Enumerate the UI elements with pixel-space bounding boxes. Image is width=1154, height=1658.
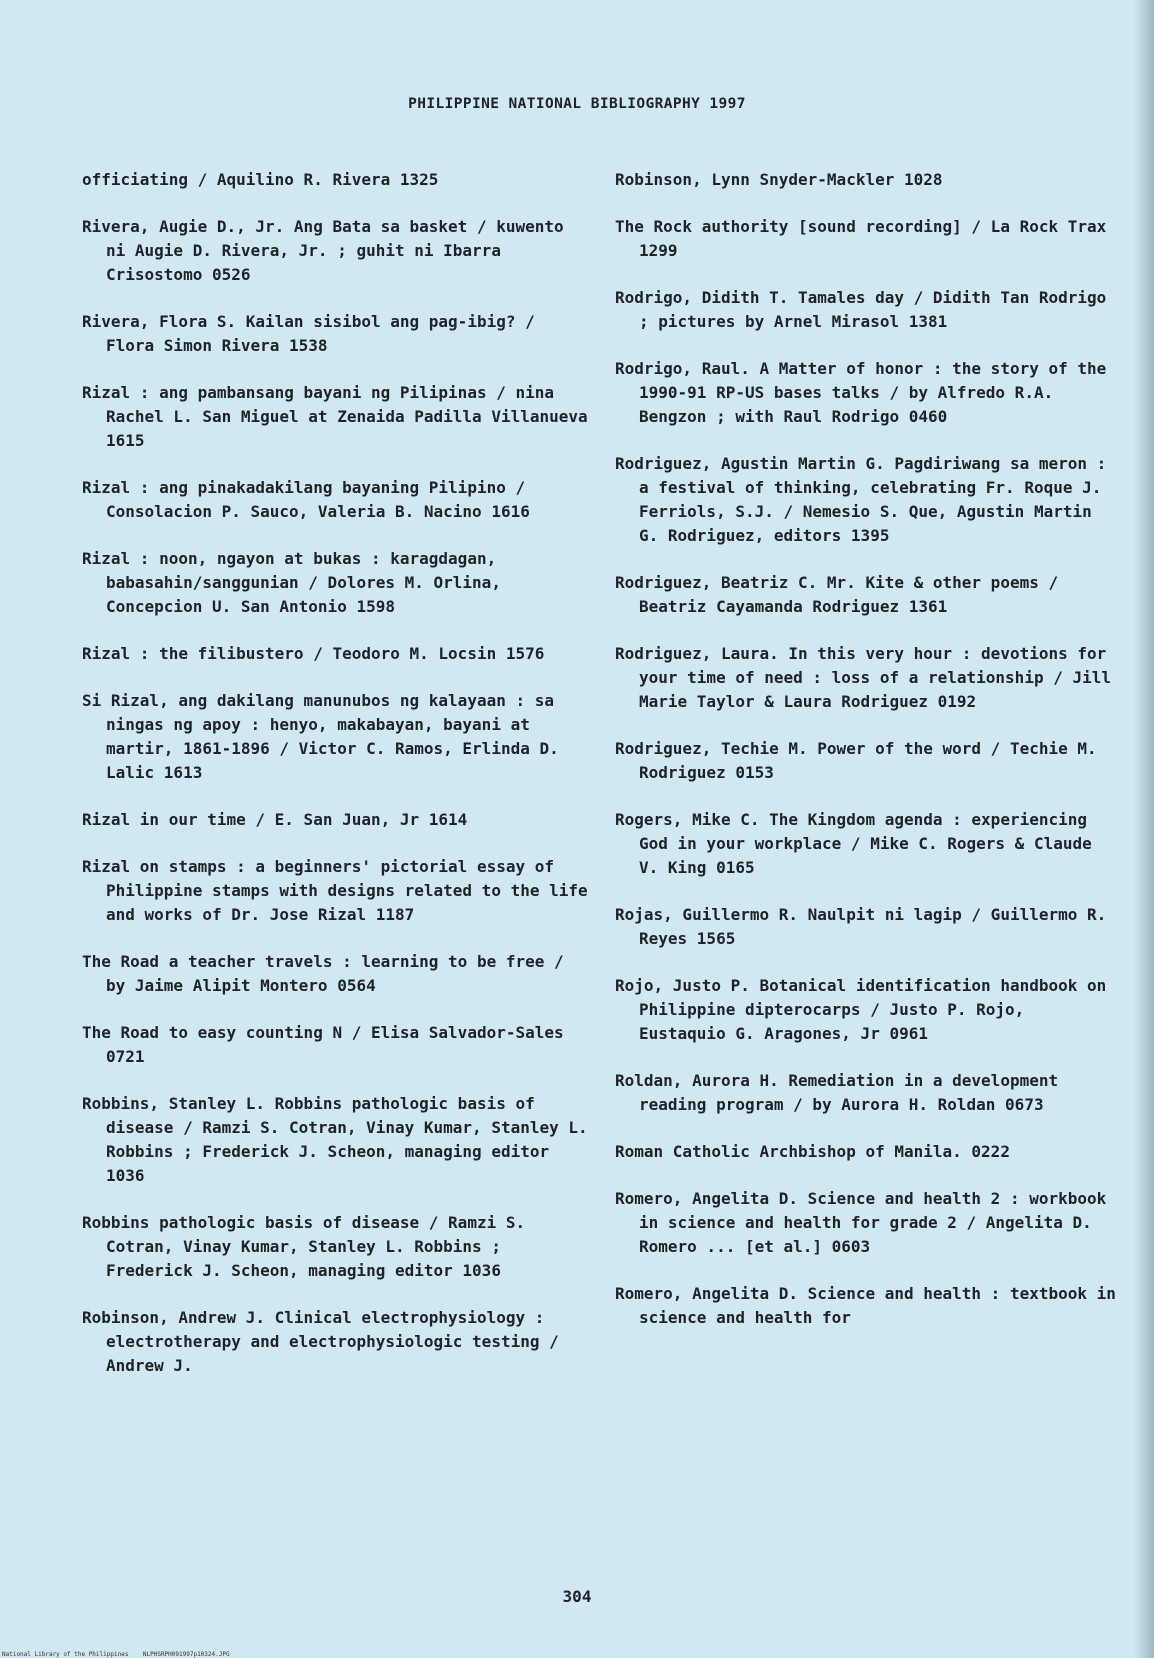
bibliography-entry: Rivera, Augie D., Jr. Ang Bata sa basket / kuwento ni Augie D. Rivera, Jr. ; guhit ni Ibarra Crisostomo 0526 (82, 217, 574, 284)
bibliography-entry: Romero, Angelita D. Science and health 2 : workbook in science and health for grade 2 / Angelita D. Romero ... [et al.] 0603 (615, 1189, 1116, 1256)
right-column (615, 168, 1126, 1353)
bibliography-entry: The Rock authority [sound recording] / La Rock Trax 1299 (615, 217, 1116, 260)
bibliography-entry: Rizal : ang pinakadakilang bayaning Pilipino / Consolacion P. Sauco, Valeria B. Nacino 1616 (82, 478, 535, 521)
bibliography-entry: Roman Catholic Archbishop of Manila. 0222 (615, 1142, 1010, 1161)
bibliography-entry: Rojo, Justo P. Botanical identification handbook on Philippine dipterocarps / Justo P. Rojo, Eustaquio G. Aragones, Jr 0961 (615, 976, 1116, 1043)
bibliography-entry: Rodrigo, Didith T. Tamales day / Didith Tan Rodrigo ; pictures by Arnel Mirasol 1381 (615, 288, 1116, 331)
page-number: 304 (562, 1587, 592, 1606)
bibliography-entry: Robbins, Stanley L. Robbins pathologic basis of disease / Ramzi S. Cotran, Vinay Kumar, Stanley L. Robbins ; Frederick J. Scheon, managing editor 1036 (82, 1094, 598, 1185)
bibliography-entry: Rizal : ang pambansang bayani ng Pilipinas / nina Rachel L. San Miguel at Zenaida Padilla Villanueva 1615 (82, 383, 598, 450)
scan-footer: National Library of the Philippines NLPHSRPH091997p10324.JPG (2, 1651, 230, 1658)
bibliography-entry: Roldan, Aurora H. Remediation in a development reading program / by Aurora H. Roldan 0673 (615, 1071, 1068, 1114)
left-column (82, 168, 598, 1401)
bibliography-entry: officiating / Aquilino R. Rivera 1325 (82, 170, 439, 189)
bibliography-entry: Robinson, Lynn Snyder-Mackler 1028 (615, 170, 943, 189)
bibliography-entry: Rodriguez, Beatriz C. Mr. Kite & other poems / Beatriz Cayamanda Rodriguez 1361 (615, 573, 1068, 616)
bibliography-entry: Rizal : the filibustero / Teodoro M. Locsin 1576 (82, 644, 545, 663)
bibliography-entry: Si Rizal, ang dakilang manunubos ng kalayaan : sa ningas ng apoy : henyo, makabayan, bayani at martir, 1861-1896 / Victor C. Ramos, Erlinda D. Lalic 1613 (82, 691, 569, 782)
bibliography-entry: Rodriguez, Agustin Martin G. Pagdiriwang sa meron : a festival of thinking, celebrating Fr. Roque J. Ferriols, S.J. / Nemesio S. Que, Agustin Martin G. Rodriguez, editors 1395 (615, 454, 1116, 545)
bibliography-entry: Robbins pathologic basis of disease / Ramzi S. Cotran, Vinay Kumar, Stanley L. Robbins ; Frederick J. Scheon, managing editor 1036 (82, 1213, 535, 1280)
bibliography-entry: Rizal in our time / E. San Juan, Jr 1614 (82, 810, 468, 829)
bibliography-entry: Rodriguez, Techie M. Power of the word / Techie M. Rodriguez 0153 (615, 739, 1107, 782)
bibliography-entry: Rojas, Guillermo R. Naulpit ni lagip / Guillermo R. Reyes 1565 (615, 905, 1116, 948)
page-edge-shadow (1134, 0, 1154, 1658)
bibliography-entry: Rodrigo, Raul. A Matter of honor : the story of the 1990-91 RP-US bases talks / by Alfredo R.A. Bengzon ; with Raul Rodrigo 0460 (615, 359, 1116, 426)
bibliography-entry: Rizal : noon, ngayon at bukas : karagdagan, babasahin/sanggunian / Dolores M. Orlina, Concepcion U. San Antonio 1598 (82, 549, 511, 616)
bibliography-entry: Rivera, Flora S. Kailan sisibol ang pag-ibig? / Flora Simon Rivera 1538 (82, 312, 545, 355)
bibliography-entry: The Road a teacher travels : learning to be free / by Jaime Alipit Montero 0564 (82, 952, 574, 995)
bibliography-entry: Rodriguez, Laura. In this very hour : devotions for your time of need : loss of a relationship / Jill Marie Taylor & Laura Rodriguez 0192 (615, 644, 1121, 711)
bibliography-entry: Robinson, Andrew J. Clinical electrophysiology : electrotherapy and electrophysiologic testing / Andrew J. (82, 1308, 569, 1375)
bibliography-entry: Rogers, Mike C. The Kingdom agenda : experiencing God in your workplace / Mike C. Rogers & Claude V. King 0165 (615, 810, 1102, 877)
bibliography-entry: Rizal on stamps : a beginners' pictorial essay of Philippine stamps with designs related to the life and works of Dr. Jose Rizal 1187 (82, 857, 598, 924)
bibliography-entry: The Road to easy counting N / Elisa Salvador-Sales 0721 (82, 1023, 574, 1066)
bibliography-entry: Romero, Angelita D. Science and health : textbook in science and health for (615, 1284, 1126, 1327)
page-title: PHILIPPINE NATIONAL BIBLIOGRAPHY 1997 (408, 96, 746, 112)
